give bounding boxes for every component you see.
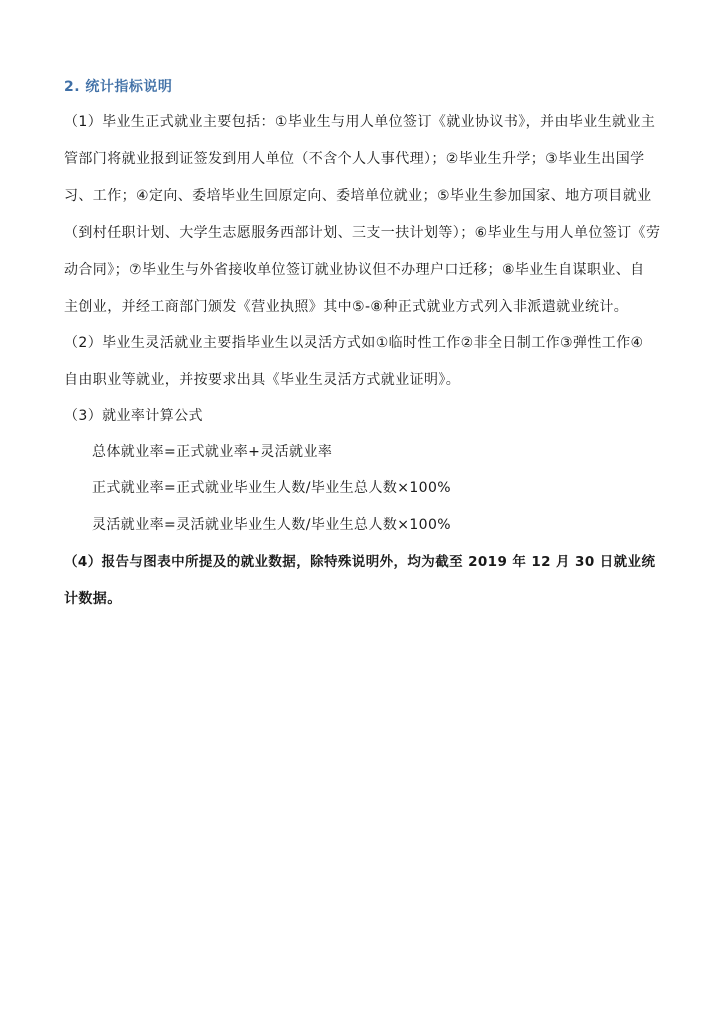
para2-line-2: 自由职业等就业，并按要求出具《毕业生灵活方式就业证明》。 (64, 372, 461, 388)
para1-line-3: 习、工作；④定向、委培毕业生回原定向、委培单位就业；⑤毕业生参加国家、地方项目就业 (64, 188, 652, 204)
para4-line-1: （4）报告与图表中所提及的就业数据，除特殊说明外，均为截至 2019 年 12 月 30 日就业统 (64, 554, 656, 570)
para3-title: （3）就业率计算公式 (64, 408, 203, 424)
para2-line-1: （2）毕业生灵活就业主要指毕业生以灵活方式如①临时性工作②非全日制工作③弹性工作④ (64, 335, 644, 351)
formula-flexible: 灵活就业率=灵活就业毕业生人数/毕业生总人数×100% (92, 517, 452, 533)
section-title: 2. 统计指标说明 (64, 79, 173, 95)
para1-line-1: （1）毕业生正式就业主要包括：①毕业生与用人单位签订《就业协议书》，并由毕业生就业主 (64, 114, 656, 130)
para1-line-6: 主创业，并经工商部门颁发《营业执照》其中⑤-⑧种正式就业方式列入非派遣就业统计。 (64, 299, 629, 315)
formula-formal: 正式就业率=正式就业毕业生人数/毕业生总人数×100% (92, 480, 452, 496)
para1-line-4: （到村任职计划、大学生志愿服务西部计划、三支一扶计划等）；⑥毕业生与用人单位签订《劳 (64, 225, 661, 241)
para1-line-2: 管部门将就业报到证签发到用人单位（不含个人人事代理）；②毕业生升学；③毕业生出国学 (64, 151, 645, 167)
para1-line-5: 动合同》；⑦毕业生与外省接收单位签订就业协议但不办理户口迁移；⑧毕业生自谋职业、自 (64, 262, 645, 278)
para4-line-2: 计数据。 (64, 591, 122, 607)
formula-total: 总体就业率=正式就业率+灵活就业率 (92, 444, 333, 460)
